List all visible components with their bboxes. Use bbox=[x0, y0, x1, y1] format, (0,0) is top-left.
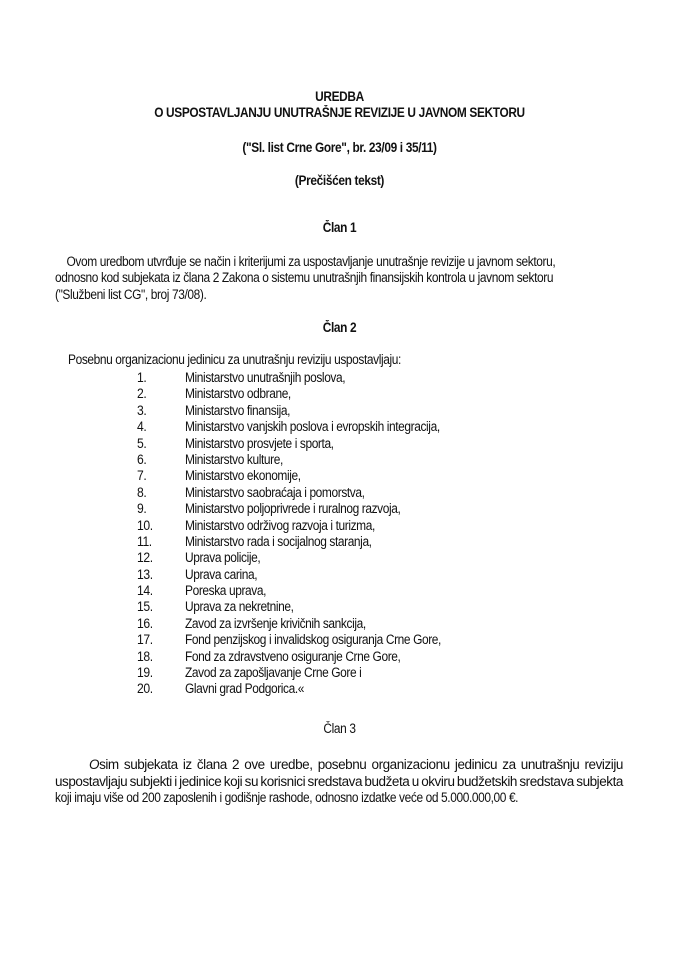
list-text: Uprava carina, bbox=[185, 566, 258, 582]
word: jedinicu bbox=[454, 757, 498, 772]
list-number: 2. bbox=[137, 386, 147, 402]
list-item bbox=[0, 370, 679, 386]
list-text: Ministarstvo kulture, bbox=[185, 451, 283, 467]
drop-letter: O bbox=[89, 757, 100, 772]
word: sredstava bbox=[307, 773, 363, 789]
article-3-heading: Član 3 bbox=[323, 721, 356, 736]
list-number: 19. bbox=[137, 665, 153, 681]
article-1-line-2: odnosno kod subjekata iz člana 2 Zakona o sistemu unutrašnjih finansijskih kontrola u javnom sektoru bbox=[55, 270, 554, 286]
word: unutrašnju bbox=[520, 757, 580, 772]
institutions-list bbox=[0, 370, 679, 698]
word: člana bbox=[196, 757, 227, 772]
list-text: Glavni grad Podgorica.« bbox=[185, 681, 305, 697]
word: Osim bbox=[89, 757, 119, 772]
word: sredstava bbox=[519, 773, 574, 789]
word: jedinice bbox=[179, 773, 222, 789]
list-text: Ministarstvo prosvjete i sporta, bbox=[185, 435, 334, 451]
list-text: Ministarstvo saobraćaja i pomorstva, bbox=[185, 484, 365, 500]
list-item bbox=[0, 468, 679, 484]
list-number: 16. bbox=[137, 615, 153, 631]
list-number: 14. bbox=[137, 583, 153, 599]
list-item bbox=[0, 616, 679, 632]
list-number: 6. bbox=[137, 451, 147, 467]
article-3-line-2 bbox=[55, 774, 623, 791]
list-number: 5. bbox=[137, 435, 147, 451]
list-item bbox=[0, 583, 679, 599]
list-text: Ministarstvo unutrašnjih poslova, bbox=[185, 370, 346, 385]
list-item bbox=[0, 534, 679, 550]
list-number: 18. bbox=[137, 648, 153, 664]
list-number: 3. bbox=[137, 402, 147, 418]
word: i bbox=[174, 773, 177, 789]
list-number: 10. bbox=[137, 517, 153, 533]
article-1-body bbox=[55, 254, 625, 303]
list-number: 1. bbox=[137, 370, 147, 385]
list-item bbox=[0, 419, 679, 435]
word: 2 bbox=[232, 757, 240, 772]
list-text: Zavod za zapošljavanje Crne Gore i bbox=[185, 665, 362, 681]
list-text: Zavod za izvršenje krivičnih sankcija, bbox=[185, 615, 366, 631]
word: uredbe, bbox=[269, 757, 313, 772]
article-1-line-3: ("Službeni list CG", broj 73/08). bbox=[55, 286, 207, 302]
list-item bbox=[0, 436, 679, 452]
list-text: Uprava policije, bbox=[185, 550, 261, 566]
list-item bbox=[0, 452, 679, 468]
gazette-reference: ("Sl. list Crne Gore", br. 23/09 i 35/11) bbox=[242, 140, 437, 155]
document-title: UREDBA bbox=[315, 89, 364, 104]
list-number: 9. bbox=[137, 501, 147, 517]
list-item bbox=[0, 567, 679, 583]
list-number: 8. bbox=[137, 484, 147, 500]
list-item bbox=[0, 649, 679, 665]
word: reviziju bbox=[584, 757, 623, 772]
consolidated-text-label: (Prečišćen tekst) bbox=[294, 173, 385, 188]
list-number: 13. bbox=[137, 566, 153, 582]
list-text: Ministarstvo odbrane, bbox=[185, 386, 291, 402]
list-item bbox=[0, 599, 679, 615]
list-item bbox=[0, 632, 679, 648]
article-2-intro: Posebnu organizacionu jedinicu za unutrašnju reviziju uspostavljaju: bbox=[68, 352, 401, 367]
word: koji bbox=[223, 773, 243, 789]
word: okviru bbox=[421, 773, 455, 789]
list-item bbox=[0, 550, 679, 566]
list-text: Ministarstvo rada i socijalnog staranja, bbox=[185, 533, 372, 549]
list-number: 11. bbox=[137, 533, 152, 549]
word: organizacionu bbox=[371, 757, 450, 772]
list-number: 15. bbox=[137, 599, 153, 615]
list-number: 4. bbox=[137, 419, 147, 435]
list-item bbox=[0, 518, 679, 534]
word: posebnu bbox=[317, 757, 367, 772]
article-1-heading: Član 1 bbox=[322, 220, 357, 235]
list-text: Ministarstvo finansija, bbox=[185, 402, 291, 418]
article-2-heading: Član 2 bbox=[322, 320, 357, 335]
word: uspostavljaju bbox=[55, 773, 128, 789]
word: subjekti bbox=[129, 773, 172, 789]
list-text: Ministarstvo poljoprivrede i ruralnog razvoja, bbox=[185, 501, 401, 517]
word: budžetskih bbox=[456, 773, 517, 789]
list-text: Ministarstvo ekonomije, bbox=[185, 468, 301, 484]
list-number: 17. bbox=[137, 632, 153, 648]
list-text: Ministarstvo održivog razvoja i turizma, bbox=[185, 517, 375, 533]
document-subtitle: O USPOSTAVLJANJU UNUTRAŠNJE REVIZIJE U JAVNOM SEKTORU bbox=[154, 105, 525, 120]
list-number: 20. bbox=[137, 681, 153, 697]
word: u bbox=[411, 773, 419, 789]
word: ove bbox=[244, 757, 265, 772]
list-number: 12. bbox=[137, 550, 153, 566]
word: subjekta bbox=[576, 773, 623, 789]
list-item bbox=[0, 665, 679, 681]
list-text: Ministarstvo vanjskih poslova i evropskih integracija, bbox=[185, 419, 440, 435]
word: korisnici bbox=[260, 773, 306, 789]
list-item bbox=[0, 386, 679, 402]
list-item bbox=[0, 403, 679, 419]
word: budžeta bbox=[364, 773, 410, 789]
list-number: 7. bbox=[137, 468, 147, 484]
article-3-body bbox=[55, 757, 623, 807]
list-item bbox=[0, 681, 679, 697]
article-3-line-3: koji imaju više od 200 zaposlenih i godišnje rashode, odnosno izdatke veće od 5.000.000,00 €. bbox=[55, 790, 519, 806]
word: subjekata bbox=[123, 757, 178, 772]
article-1-line-1: Ovom uredbom utvrđuje se način i kriterijumi za uspostavljanje unutrašnje revizije u javnom sektoru, bbox=[66, 254, 556, 269]
word: su bbox=[244, 773, 258, 789]
word: iz bbox=[182, 757, 192, 772]
list-text: Fond penzijskog i invalidskog osiguranja Crne Gore, bbox=[185, 632, 441, 648]
list-item bbox=[0, 485, 679, 501]
list-text: Uprava za nekretnine, bbox=[185, 599, 294, 615]
list-item bbox=[0, 501, 679, 517]
list-text: Fond za zdravstveno osiguranje Crne Gore, bbox=[185, 648, 401, 664]
article-3-line-1 bbox=[55, 757, 623, 774]
list-text: Poreska uprava, bbox=[185, 583, 267, 599]
word: za bbox=[502, 757, 516, 772]
